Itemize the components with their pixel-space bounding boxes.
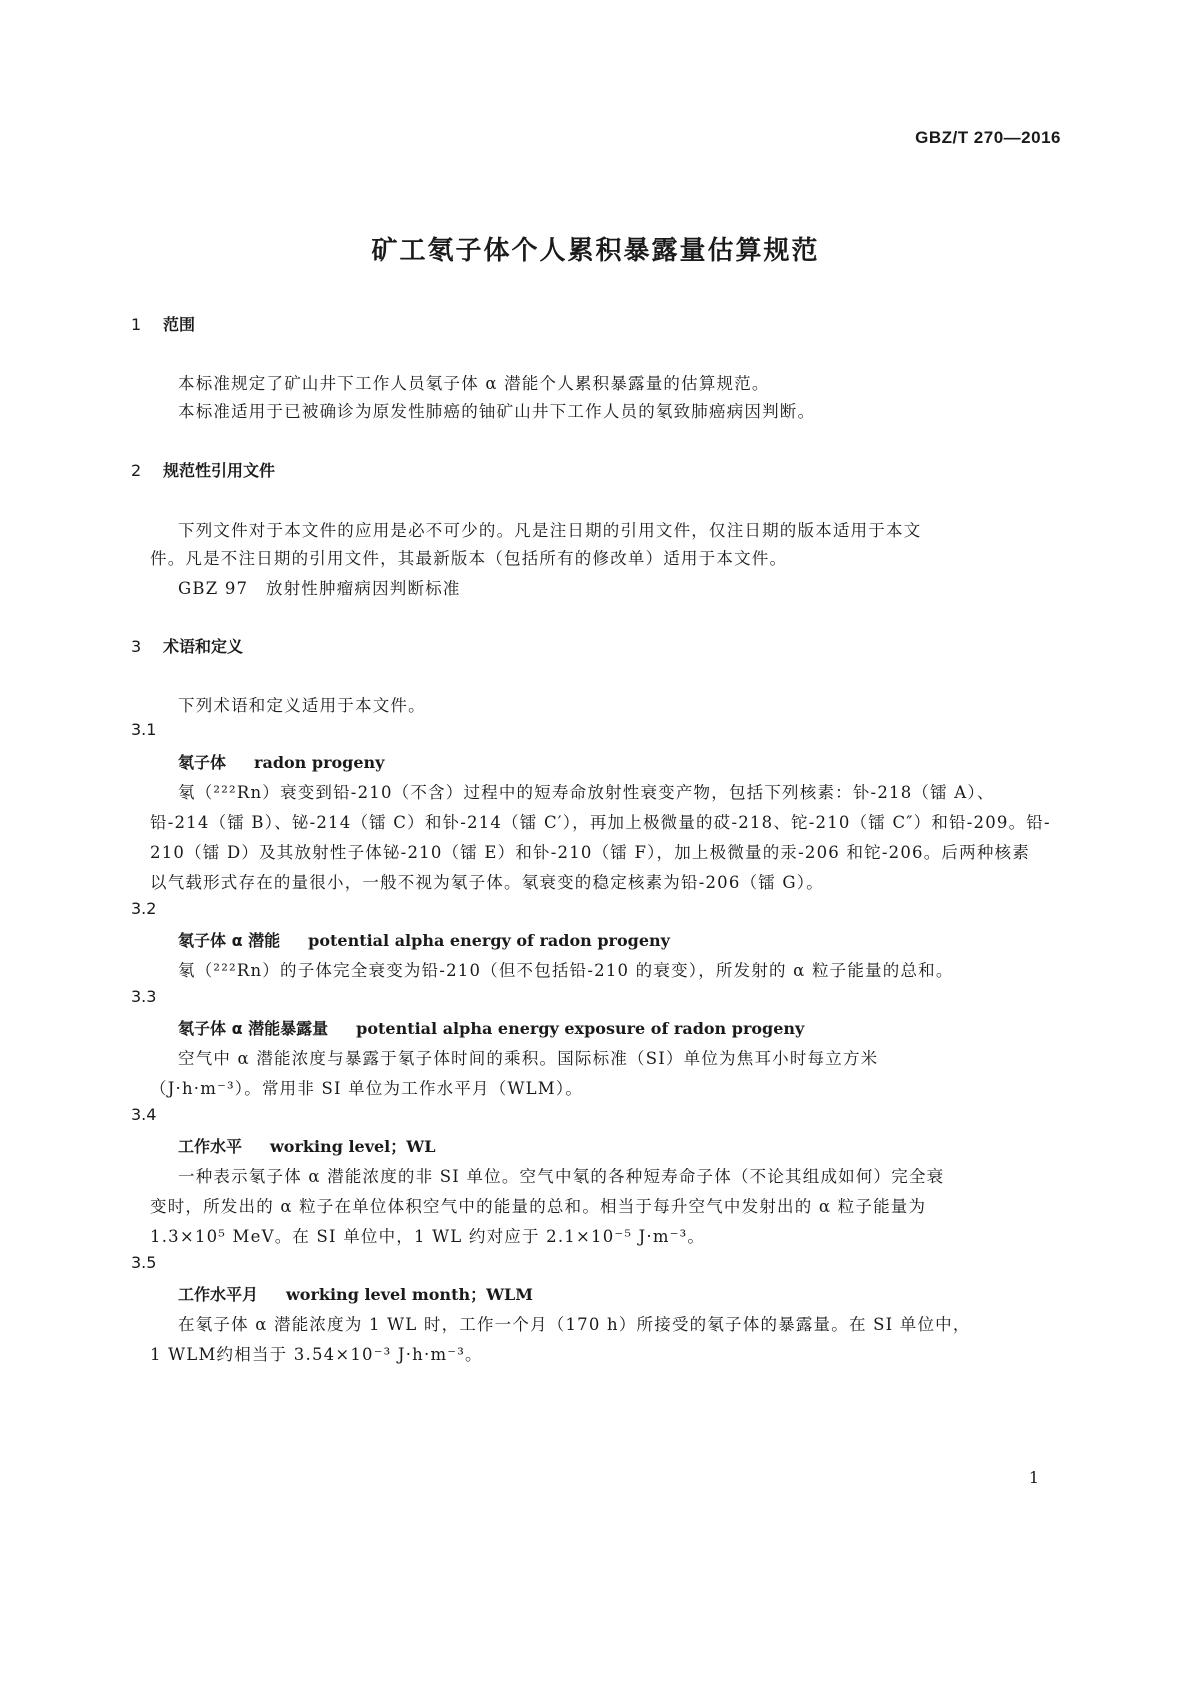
term-definition-line: 一种表示氡子体 α 潜能浓度的非 SI 单位。空气中氡的各种短寿命子体（不论其组成如何）完全衰 bbox=[178, 1167, 945, 1186]
references-paragraph-line-2: 件。凡是不注日期的引用文件，其最新版本（包括所有的修改单）适用于本文件。 bbox=[150, 549, 788, 568]
term-chinese: 工作水平 bbox=[178, 1137, 243, 1156]
section-number: 3 bbox=[131, 637, 142, 656]
section-number: 2 bbox=[131, 461, 142, 480]
term-english: working level；WL bbox=[270, 1137, 436, 1156]
term-chinese: 氡子体 bbox=[178, 753, 227, 772]
term-number: 3.2 bbox=[131, 899, 157, 918]
section-1-heading bbox=[131, 312, 195, 335]
standard-number: GBZ/T 270—2016 bbox=[915, 128, 1061, 147]
section-2-heading bbox=[131, 458, 275, 481]
reference-gbz97: GBZ 97 放射性肿瘤病因判断标准 bbox=[178, 579, 461, 598]
term-definition-line: 氡（²²²Rn）的子体完全衰变为铅-210（但不包括铅-210 的衰变），所发射的 α 粒子能量的总和。 bbox=[178, 961, 954, 980]
section-title: 术语和定义 bbox=[163, 637, 244, 656]
term-chinese: 氡子体 α 潜能暴露量 bbox=[178, 1019, 329, 1038]
term-definition-line: 在氡子体 α 潜能浓度为 1 WL 时，工作一个月（170 h）所接受的氡子体的暴露量。在 SI 单位中， bbox=[178, 1315, 971, 1334]
term-definition-line: 以气载形式存在的量很小，一般不视为氡子体。氡衰变的稳定核素为铅-206（镭 G）。 bbox=[150, 873, 824, 892]
term-number: 3.1 bbox=[131, 720, 157, 739]
term-heading bbox=[178, 1134, 435, 1157]
page-number: 1 bbox=[1028, 1468, 1039, 1487]
term-english: radon progeny bbox=[254, 753, 385, 772]
term-definition-line: 空气中 α 潜能浓度与暴露于氡子体时间的乘积。国际标准（SI）单位为焦耳小时每立方米 bbox=[178, 1049, 879, 1068]
term-number: 3.4 bbox=[131, 1105, 157, 1124]
section-3-heading bbox=[131, 634, 243, 657]
term-number: 3.5 bbox=[131, 1253, 157, 1272]
references-paragraph-line-1: 下列文件对于本文件的应用是必不可少的。凡是注日期的引用文件，仅注日期的版本适用于本文 bbox=[178, 521, 922, 540]
term-english: potential alpha energy exposure of radon progeny bbox=[356, 1019, 805, 1038]
term-number: 3.3 bbox=[131, 987, 157, 1006]
term-english: potential alpha energy of radon progeny bbox=[308, 931, 670, 950]
terms-intro: 下列术语和定义适用于本文件。 bbox=[178, 696, 426, 715]
section-title: 规范性引用文件 bbox=[163, 461, 276, 480]
term-definition-line: 210（镭 D）及其放射性子体铋-210（镭 E）和钋-210（镭 F），加上极微量的汞-206 和铊-206。后两种核素 bbox=[150, 843, 1030, 862]
section-title: 范围 bbox=[163, 315, 196, 334]
term-definition-line: 变时，所发出的 α 粒子在单位体积空气中的能量的总和。相当于每升空气中发射出的 α 粒子能量为 bbox=[150, 1197, 927, 1216]
term-definition-line: 铅-214（镭 B）、铋-214（镭 C）和钋-214（镭 C′），再加上极微量的砹-218、铊-210（镭 C″）和铅-209。铅- bbox=[150, 813, 1051, 832]
term-definition-line: 1 WLM约相当于 3.54×10⁻³ J·h·m⁻³。 bbox=[150, 1345, 483, 1364]
term-english: working level month；WLM bbox=[286, 1285, 534, 1304]
term-heading bbox=[178, 1016, 804, 1039]
term-heading bbox=[178, 750, 384, 773]
term-definition-line: （J·h·m⁻³）。常用非 SI 单位为工作水平月（WLM）。 bbox=[150, 1079, 584, 1098]
scope-paragraph-2: 本标准适用于已被确诊为原发性肺癌的铀矿山井下工作人员的氡致肺癌病因判断。 bbox=[178, 402, 816, 421]
term-definition-line: 氡（²²²Rn）衰变到铅-210（不含）过程中的短寿命放射性衰变产物，包括下列核素：钋-218（镭 A）、 bbox=[178, 783, 995, 802]
term-chinese: 工作水平月 bbox=[178, 1285, 259, 1304]
scope-paragraph-1: 本标准规定了矿山井下工作人员氡子体 α 潜能个人累积暴露量的估算规范。 bbox=[178, 374, 770, 393]
section-number: 1 bbox=[131, 315, 142, 334]
term-heading bbox=[178, 928, 670, 951]
term-heading bbox=[178, 1282, 533, 1305]
document-title: 矿工氡子体个人累积暴露量估算规范 bbox=[371, 236, 820, 266]
term-chinese: 氡子体 α 潜能 bbox=[178, 931, 281, 950]
term-definition-line: 1.3×10⁵ MeV。在 SI 单位中，1 WL 约对应于 2.1×10⁻⁵ J·m⁻³。 bbox=[150, 1227, 706, 1246]
